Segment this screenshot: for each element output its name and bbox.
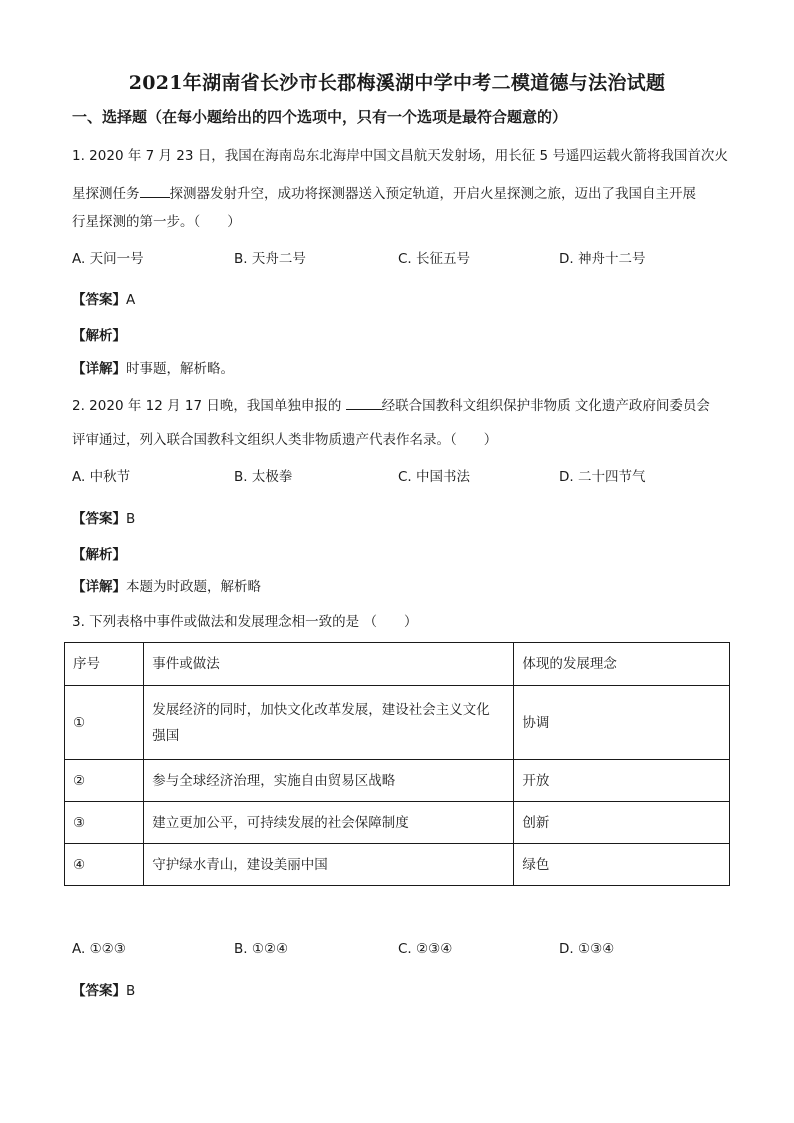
answer-value: B [126, 983, 136, 999]
q2-option-a: A. 中秋节 [72, 469, 131, 485]
section-heading: 一、选择题（在每小题给出的四个选项中，只有一个选项是最符合题意的） [72, 108, 568, 126]
development-concept-table [64, 642, 730, 886]
table-row [65, 760, 730, 802]
q2-option-b: B. 太极拳 [234, 469, 293, 485]
q2-stem-line-1-prefix: 2. 2020 年 12 月 17 日晚，我国单独申报的 [72, 398, 346, 414]
row-event-line-2: 强国 [152, 727, 180, 744]
q1-option-d: D. 神舟十二号 [559, 251, 646, 267]
row-event-line-1: 发展经济的同时，加快文化改革发展，建设社会主义文化 [152, 701, 490, 718]
q1-option-b: B. 天舟二号 [234, 251, 306, 267]
answer-value: A [126, 292, 136, 308]
detail-tag: 【详解】 [72, 361, 126, 377]
q3-option-c: C. ②③④ [398, 941, 453, 957]
row-event: 守护绿水青山，建设美丽中国 [144, 844, 514, 886]
row-event [144, 686, 514, 760]
detail-text: 本题为时政题，解析略 [126, 579, 261, 595]
table-row [65, 844, 730, 886]
q3-stem: 3. 下列表格中事件或做法和发展理念相一致的是 （ ） [72, 614, 418, 630]
answer-tag: 【答案】 [72, 511, 126, 527]
row-no: ① [65, 686, 144, 760]
table-row [65, 802, 730, 844]
row-no: ③ [65, 802, 144, 844]
row-concept: 绿色 [514, 844, 730, 886]
q1-stem-line-2-prefix: 星探测任务 [72, 186, 140, 202]
row-event: 建立更加公平，可持续发展的社会保障制度 [144, 802, 514, 844]
row-concept: 协调 [514, 686, 730, 760]
q1-stem-line-2-rest: 探测器发射升空，成功将探测器送入预定轨道，开启火星探测之旅，迈出了我国自主开展 [169, 186, 696, 202]
answer-tag: 【答案】 [72, 983, 126, 999]
q2-option-d: D. 二十四节气 [559, 469, 646, 485]
q3-option-a: A. ①②③ [72, 941, 126, 957]
analysis-tag: 【解析】 [72, 328, 126, 344]
fill-blank [140, 183, 170, 198]
header-cell-no: 序号 [65, 643, 144, 686]
row-event: 参与全球经济治理，实施自由贸易区战略 [144, 760, 514, 802]
header-cell-event: 事件或做法 [144, 643, 514, 686]
row-no: ② [65, 760, 144, 802]
q3-answer [72, 981, 135, 1001]
q1-stem-line-1: 1. 2020 年 7 月 23 日，我国在海南岛东北海岸中国文昌航天发射场，用长征 5 号遥四运载火箭将我国首次火 [72, 148, 728, 164]
q2-stem-line-2: 评审通过，列入联合国教科文组织人类非物质遗产代表作名录。（ ） [72, 432, 498, 448]
document-title: 2021年湖南省长沙市长郡梅溪湖中学中考二模道德与法治试题 [128, 72, 666, 94]
q2-stem-line-1 [72, 395, 710, 416]
row-no: ④ [65, 844, 144, 886]
table-row [65, 686, 730, 760]
q2-analysis [72, 545, 126, 565]
q1-answer [72, 290, 135, 310]
row-concept: 创新 [514, 802, 730, 844]
detail-tag: 【详解】 [72, 579, 126, 595]
q2-detail [72, 577, 261, 597]
q1-analysis [72, 326, 126, 346]
q1-detail [72, 359, 234, 379]
q2-option-c: C. 中国书法 [398, 469, 471, 485]
detail-text: 时事题，解析略。 [126, 361, 234, 377]
q3-option-d: D. ①③④ [559, 941, 615, 957]
q1-stem-line-3: 行星探测的第一步。（ ） [72, 214, 241, 230]
fill-blank [346, 395, 382, 410]
q1-option-a: A. 天问一号 [72, 251, 144, 267]
q2-stem-line-1-rest: 经联合国教科文组织保护非物质 文化遗产政府间委员会 [381, 398, 710, 414]
q3-option-b: B. ①②④ [234, 941, 289, 957]
analysis-tag: 【解析】 [72, 547, 126, 563]
table-header-row [65, 643, 730, 686]
q1-option-c: C. 长征五号 [398, 251, 471, 267]
answer-value: B [126, 511, 136, 527]
header-cell-concept: 体现的发展理念 [514, 643, 730, 686]
answer-tag: 【答案】 [72, 292, 126, 308]
row-concept: 开放 [514, 760, 730, 802]
q2-answer [72, 509, 135, 529]
q1-stem-line-2 [72, 183, 696, 204]
